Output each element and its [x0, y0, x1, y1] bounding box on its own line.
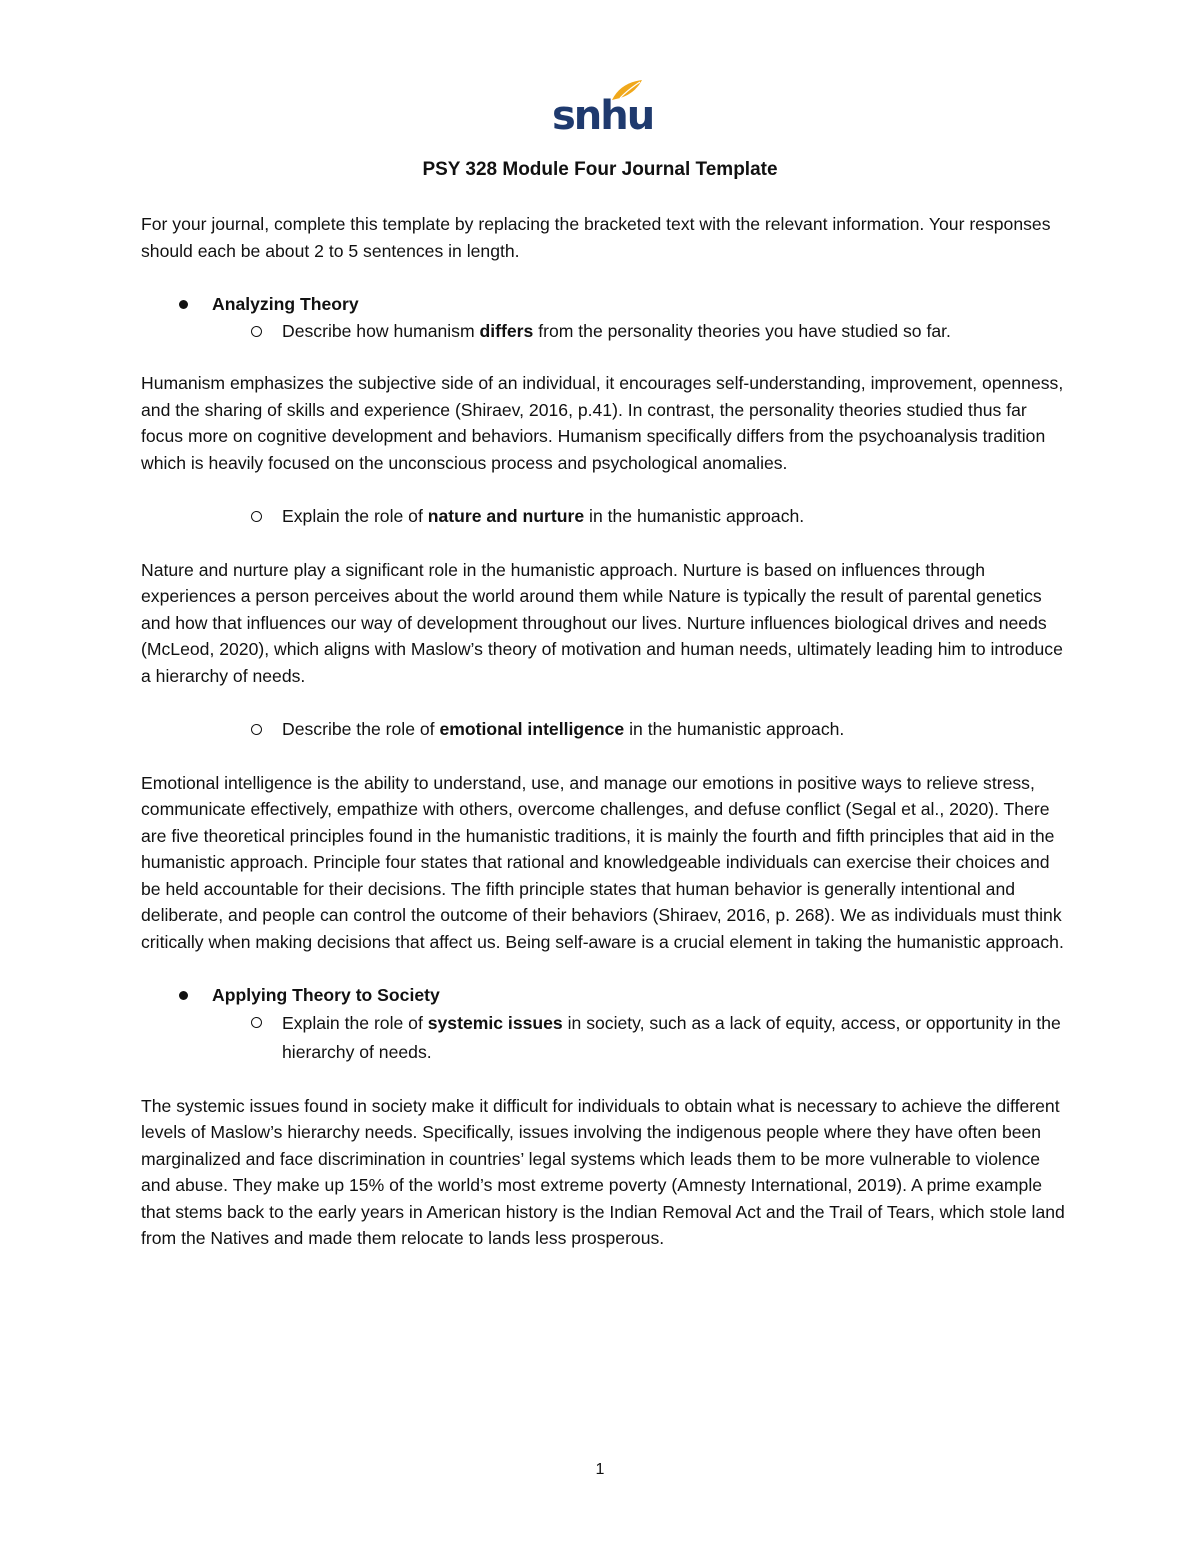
question-systemic-issues: Explain the role of systemic issues in society, such as a lack of equity, access, or opportunity in the hierarchy of needs.	[141, 1009, 1066, 1067]
circle-bullet-icon	[251, 1017, 262, 1028]
question-nature-nurture: Explain the role of nature and nurture in the humanistic approach.	[141, 503, 1066, 530]
circle-bullet-icon	[251, 511, 262, 522]
snhu-logo	[552, 78, 654, 140]
intro-text: For your journal, complete this template by replacing the bracketed text with the relevant information. Your responses should each be about 2 to 5 sentences in length.	[141, 214, 1051, 261]
answer-emotional-intelligence: Emotional intelligence is the ability to understand, use, and manage our emotions in positive ways to relieve stress, communicate effectively, empathize with others, overcome challenges, and defuse conflict (Segal et al., 2020). There are five theoretical principles found in the humanistic traditions, it is mainly the fourth and fifth principles that aid in the humanistic approach. Principle four states that rational and knowledgeable individuals can exercise their choices and be held accountable for their decisions. The fifth principle states that human behavior is generally intentional and deliberate, and people can control the outcome of their behaviors (Shiraev, 2016, p. 268). We as individuals must think critically when making decisions that affect us. Being self-aware is a crucial element in taking the humanistic approach.	[141, 772, 1064, 952]
bullet-icon	[179, 991, 188, 1000]
circle-bullet-icon	[251, 724, 262, 735]
document-body	[141, 211, 1066, 1252]
bullet-icon	[179, 300, 188, 309]
logo-text: snhu	[552, 93, 654, 139]
section-heading-applying-theory: Applying Theory to Society	[141, 982, 1066, 1009]
answer-systemic-issues: The systemic issues found in society make it difficult for individuals to obtain what is necessary to achieve the different levels of Maslow’s hierarchy needs. Specifically, issues involving the indigenous people where they have often been marginalized and face discrimination in countries’ legal systems which leads them to be more vulnerable to violence and abuse. They make up 15% of the world’s most extreme poverty (Amnesty International, 2019). A prime example that stems back to the early years in American history is the Indian Removal Act and the Trail of Tears, which stole land from the Natives and made them relocate to lands less prosperous.	[141, 1095, 1065, 1248]
page-title: PSY 328 Module Four Journal Template	[422, 159, 778, 180]
circle-bullet-icon	[251, 326, 262, 337]
page-number: 1	[595, 1461, 605, 1478]
answer-humanism-differs: Humanism emphasizes the subjective side of an individual, it encourages self-understanding, improvement, openness, and the sharing of skills and experience (Shiraev, 2016, p.41). In contrast, the personality theories studied thus far focus more on cognitive development and behaviors. Humanism specifically differs from the psychoanalysis tradition which is heavily focused on the unconscious process and psychological anomalies.	[141, 373, 1064, 473]
section-heading-analyzing-theory: Analyzing Theory	[141, 291, 1066, 318]
answer-nature-nurture: Nature and nurture play a significant role in the humanistic approach. Nurture is based on influences through experiences a person perceives about the world around them while Nature is typically the result of parental genetics and how that influences our way of development throughout our lives. Nurture influences biological drives and needs (McLeod, 2020), which aligns with Maslow’s theory of motivation and human needs, ultimately leading him to introduce a hierarchy of needs.	[141, 559, 1063, 686]
question-humanism-differs: Describe how humanism differs from the personality theories you have studied so far.	[141, 318, 1066, 345]
question-emotional-intelligence: Describe the role of emotional intelligence in the humanistic approach.	[141, 716, 1066, 743]
